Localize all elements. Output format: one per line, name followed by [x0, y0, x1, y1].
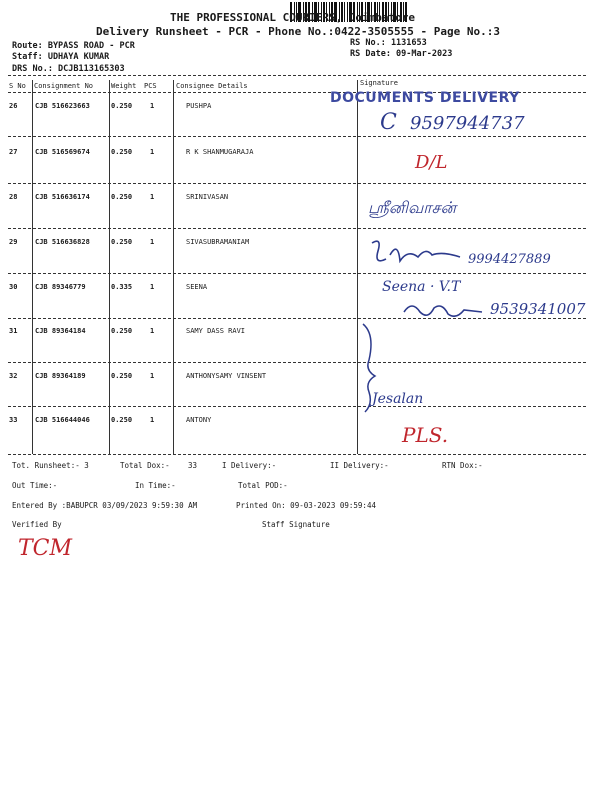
row-sno: 31	[9, 327, 18, 335]
row-pcs: 1	[150, 416, 155, 424]
row-divider	[8, 406, 586, 407]
row-consignee: SIVASUBRAMANIAM	[186, 238, 250, 246]
row-sno: 30	[9, 283, 18, 291]
rs-date: RS Date: 09-Mar-2023	[350, 49, 453, 59]
signature-28: ஸ்ரீனிவாசன்	[368, 198, 456, 217]
phone-29: 9994427889	[468, 252, 551, 267]
row-divider	[8, 228, 586, 229]
signature-33: PLS.	[402, 423, 449, 447]
route-label: Route: BYPASS ROAD - PCR	[12, 41, 135, 51]
row-consignee: ANTHONYSAMY VINSENT	[186, 372, 267, 380]
name-30: Seena · V.T	[382, 279, 461, 295]
total-dox-label: Total Dox:-	[120, 461, 170, 470]
company-title: THE PROFESSIONAL COURIERS, Coimbatore	[170, 11, 416, 24]
row-weight: 0.250	[111, 102, 133, 110]
total-runsheet: Tot. Runsheet:- 3	[12, 461, 89, 470]
documents-delivery-stamp: DOCUMENTS DELIVERY	[330, 90, 520, 106]
col-weight: Weight	[111, 82, 137, 90]
row-weight: 0.335	[111, 283, 133, 291]
row-weight: 0.250	[111, 238, 133, 246]
row-divider	[8, 362, 586, 363]
row-pcs: 1	[150, 283, 155, 291]
signature-26: C	[380, 110, 397, 135]
row-consignment: CJB 516636174	[35, 193, 90, 201]
row-consignment: CJB 516636828	[35, 238, 90, 246]
row-divider	[8, 318, 586, 319]
row-sno: 32	[9, 372, 18, 380]
row-divider	[8, 136, 586, 137]
row-pcs: 1	[150, 193, 155, 201]
verified-signature: TCM	[18, 536, 73, 561]
row-pcs: 1	[150, 148, 155, 156]
row-weight: 0.250	[111, 327, 133, 335]
signature-27: D/L	[415, 152, 448, 173]
row-divider	[8, 273, 586, 274]
signature-29	[360, 235, 480, 275]
rtn-dox: RTN Dox:-	[442, 461, 483, 470]
row-pcs: 1	[150, 238, 155, 246]
row-consignment: CJB 516623663	[35, 102, 90, 110]
row-sno: 29	[9, 238, 18, 246]
col-signature: Signature	[360, 79, 398, 87]
row-sno: 27	[9, 148, 18, 156]
row-sno: 33	[9, 416, 18, 424]
runsheet-subtitle: Delivery Runsheet - PCR - Phone No.:0422-3505555 - Page No.:3	[96, 25, 500, 38]
row-weight: 0.250	[111, 193, 133, 201]
row-consignee: PUSHPA	[186, 102, 212, 110]
row-consignment: CJB 89364184	[35, 327, 86, 335]
row-sno: 28	[9, 193, 18, 201]
out-time: Out Time:-	[12, 481, 58, 490]
row-divider	[8, 183, 586, 184]
header-divider	[8, 75, 586, 76]
row-weight: 0.250	[111, 416, 133, 424]
entered-by: Entered By :BABUPCR 03/09/2023 9:59:30 AM	[12, 501, 198, 510]
row-pcs: 1	[150, 372, 155, 380]
row-consignee: R K SHANMUGARAJA	[186, 148, 254, 156]
printed-on: Printed On: 09-03-2023 09:59:44	[236, 501, 376, 510]
row-consignee: SEENA	[186, 283, 208, 291]
row-weight: 0.250	[111, 372, 133, 380]
col-consignee: Consignee Details	[176, 82, 248, 90]
col-sno: S No	[9, 82, 26, 90]
phone-26: 9597944737	[410, 113, 525, 134]
staff-label: Staff: UDHAYA KUMAR	[12, 52, 110, 62]
staff-signature: Staff Signature	[262, 520, 330, 529]
row-consignment: CJB 89346779	[35, 283, 86, 291]
signature-32: Jesalan	[372, 391, 424, 407]
phone-30: 9539341007	[490, 300, 586, 318]
total-pod: Total POD:-	[238, 481, 288, 490]
row-consignment: CJB 516644046	[35, 416, 90, 424]
row-pcs: 1	[150, 102, 155, 110]
row-sno: 26	[9, 102, 18, 110]
ii-delivery: II Delivery:-	[330, 461, 389, 470]
row-consignment: CJB 516569674	[35, 148, 90, 156]
rs-number: RS No.: 1131653	[350, 38, 427, 48]
verified-by: Verified By	[12, 520, 62, 529]
total-dox-value: 33	[188, 461, 198, 470]
row-consignee: SRINIVASAN	[186, 193, 229, 201]
signature-30	[398, 298, 488, 322]
row-weight: 0.250	[111, 148, 133, 156]
row-consignee: ANTONY	[186, 416, 212, 424]
row-consignee: SAMY DASS RAVI	[186, 327, 246, 335]
drs-number: DRS No.: DCJB113165303	[12, 64, 125, 74]
in-time: In Time:-	[135, 481, 176, 490]
i-delivery: I Delivery:-	[222, 461, 277, 470]
table-bottom-divider	[8, 454, 586, 455]
row-pcs: 1	[150, 327, 155, 335]
col-pcs: PCS	[144, 82, 157, 90]
row-consignment: CJB 89364189	[35, 372, 86, 380]
col-consignment: Consignment No	[34, 82, 94, 90]
